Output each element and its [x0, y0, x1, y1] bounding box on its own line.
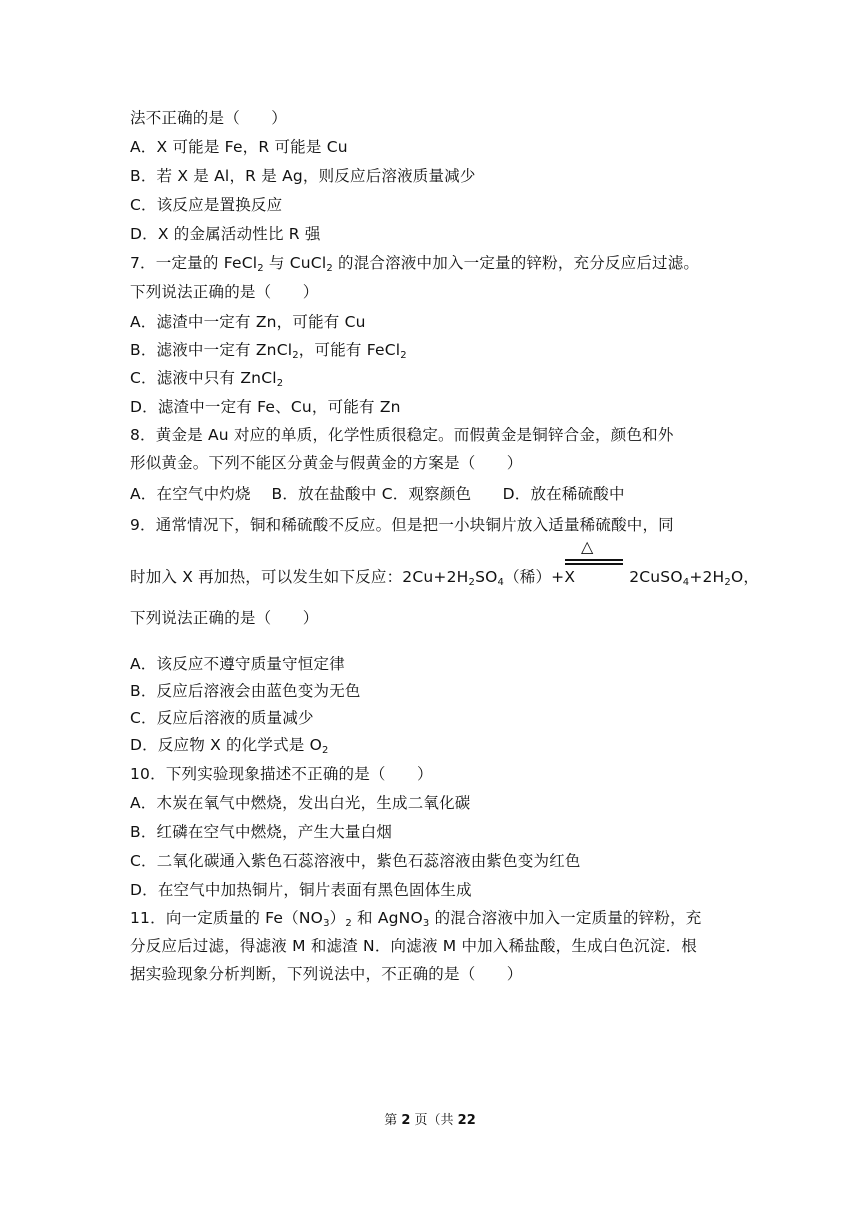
- question-10: 10．下列实验现象描述不正确的是（ ）: [130, 765, 433, 783]
- footer-text: 第: [384, 1113, 402, 1128]
- option-c: C．二氧化碳通入紫色石蕊溶液中，紫色石蕊溶液由紫色变为红色: [130, 852, 581, 870]
- page-number: 2: [401, 1113, 411, 1128]
- text-run: 时加入 X 再加热，可以发生如下反应：2Cu+2H: [130, 568, 469, 586]
- text-run: O，: [730, 568, 760, 586]
- subscript: 2: [400, 350, 407, 361]
- subscript: 2: [468, 577, 476, 588]
- text-line: 分反应后过滤，得滤液 M 和滤渣 N．向滤液 M 中加入稀盐酸，生成白色沉淀．根: [130, 937, 697, 955]
- equation-line: [130, 566, 759, 594]
- subscript: 2: [345, 918, 352, 929]
- page-total: 22: [457, 1113, 476, 1128]
- subscript: 2: [257, 263, 264, 274]
- equals-bar-top: [565, 559, 623, 561]
- option-a: A．木炭在氧气中燃烧，发出白光，生成二氧化碳: [130, 794, 471, 812]
- option-c: C．反应后溶液的质量减少: [130, 709, 314, 727]
- subscript: 2: [276, 378, 284, 389]
- text-run: ）: [329, 909, 346, 927]
- option-a: A．滤渣中一定有 Zn，可能有 Cu: [130, 313, 366, 331]
- text-run: SO: [475, 568, 498, 586]
- option-b: [130, 339, 407, 367]
- text-line: 下列说法正确的是（ ）: [130, 609, 319, 627]
- text-run: 与 CuCl: [263, 254, 327, 272]
- question-8: 8．黄金是 Au 对应的单质，化学性质很稳定。而假黄金是铜锌合金，颜色和外: [130, 426, 674, 444]
- option-b: B．反应后溶液会由蓝色变为无色: [130, 682, 361, 700]
- text-run: +2H: [689, 568, 725, 586]
- text-run: 的混合溶液中加入一定量的锌粉，充分反应后过滤。: [332, 254, 700, 272]
- text-run: ，可能有 FeCl: [298, 341, 401, 359]
- option-d: D．滤渣中一定有 Fe、Cu，可能有 Zn: [130, 398, 401, 416]
- text-run: 和 AgNO: [351, 909, 423, 927]
- option-d: D．X 的金属活动性比 R 强: [130, 225, 321, 243]
- subscript: 2: [322, 745, 329, 756]
- subscript: 2: [292, 350, 299, 361]
- text-line: 据实验现象分析判断，下列说法中，不正确的是（ ）: [130, 965, 523, 983]
- reaction-condition: [565, 538, 625, 566]
- option-c: [130, 367, 283, 395]
- subscript: 2: [724, 577, 731, 588]
- option-a: A．X 可能是 Fe，R 可能是 Cu: [130, 138, 348, 156]
- subscript: 4: [497, 577, 505, 588]
- text-run: 2CuSO: [629, 568, 683, 586]
- text-run: 7．一定量的 FeCl: [130, 254, 258, 272]
- text-line: 法不正确的是（ ）: [130, 109, 288, 127]
- question-7: [130, 252, 699, 280]
- subscript: 3: [323, 918, 330, 929]
- text-run: D．反应物 X 的化学式是 O: [130, 736, 323, 754]
- text-run: B．滤液中一定有 ZnCl: [130, 341, 293, 359]
- option-c: C．该反应是置换反应: [130, 196, 283, 214]
- subscript: 4: [682, 577, 690, 588]
- equals-bar-bottom: [565, 563, 623, 565]
- text-run: （稀）+X: [504, 568, 576, 586]
- option-b: B．若 X 是 Al，R 是 Ag，则反应后溶液质量减少: [130, 167, 476, 185]
- subscript: 2: [326, 263, 333, 274]
- text-run: 的混合溶液中加入一定质量的锌粉，充: [429, 909, 702, 927]
- question-9: 9．通常情况下，铜和稀硫酸不反应。但是把一小块铜片放入适量稀硫酸中，同: [130, 516, 674, 534]
- option-b: B．红磷在空气中燃烧，产生大量白烟: [130, 823, 393, 841]
- footer-text: 页（共: [410, 1113, 458, 1128]
- text-line: 形似黄金。下列不能区分黄金与假黄金的方案是（ ）: [130, 454, 523, 472]
- heat-symbol: △: [581, 537, 594, 556]
- text-run: C．滤液中只有 ZnCl: [130, 369, 277, 387]
- subscript: 3: [422, 918, 430, 929]
- option-d: D．在空气中加热铜片，铜片表面有黑色固体生成: [130, 881, 472, 899]
- options-row: A．在空气中灼烧 B．放在盐酸中 C．观察颜色 D．放在稀硫酸中: [130, 485, 625, 503]
- page-footer: [0, 1112, 860, 1130]
- text-line: 下列说法正确的是（ ）: [130, 283, 319, 301]
- option-a: A．该反应不遵守质量守恒定律: [130, 655, 345, 673]
- option-d: [130, 734, 329, 762]
- text-run: 11．向一定质量的 Fe（NO: [130, 909, 324, 927]
- question-11: [130, 907, 701, 935]
